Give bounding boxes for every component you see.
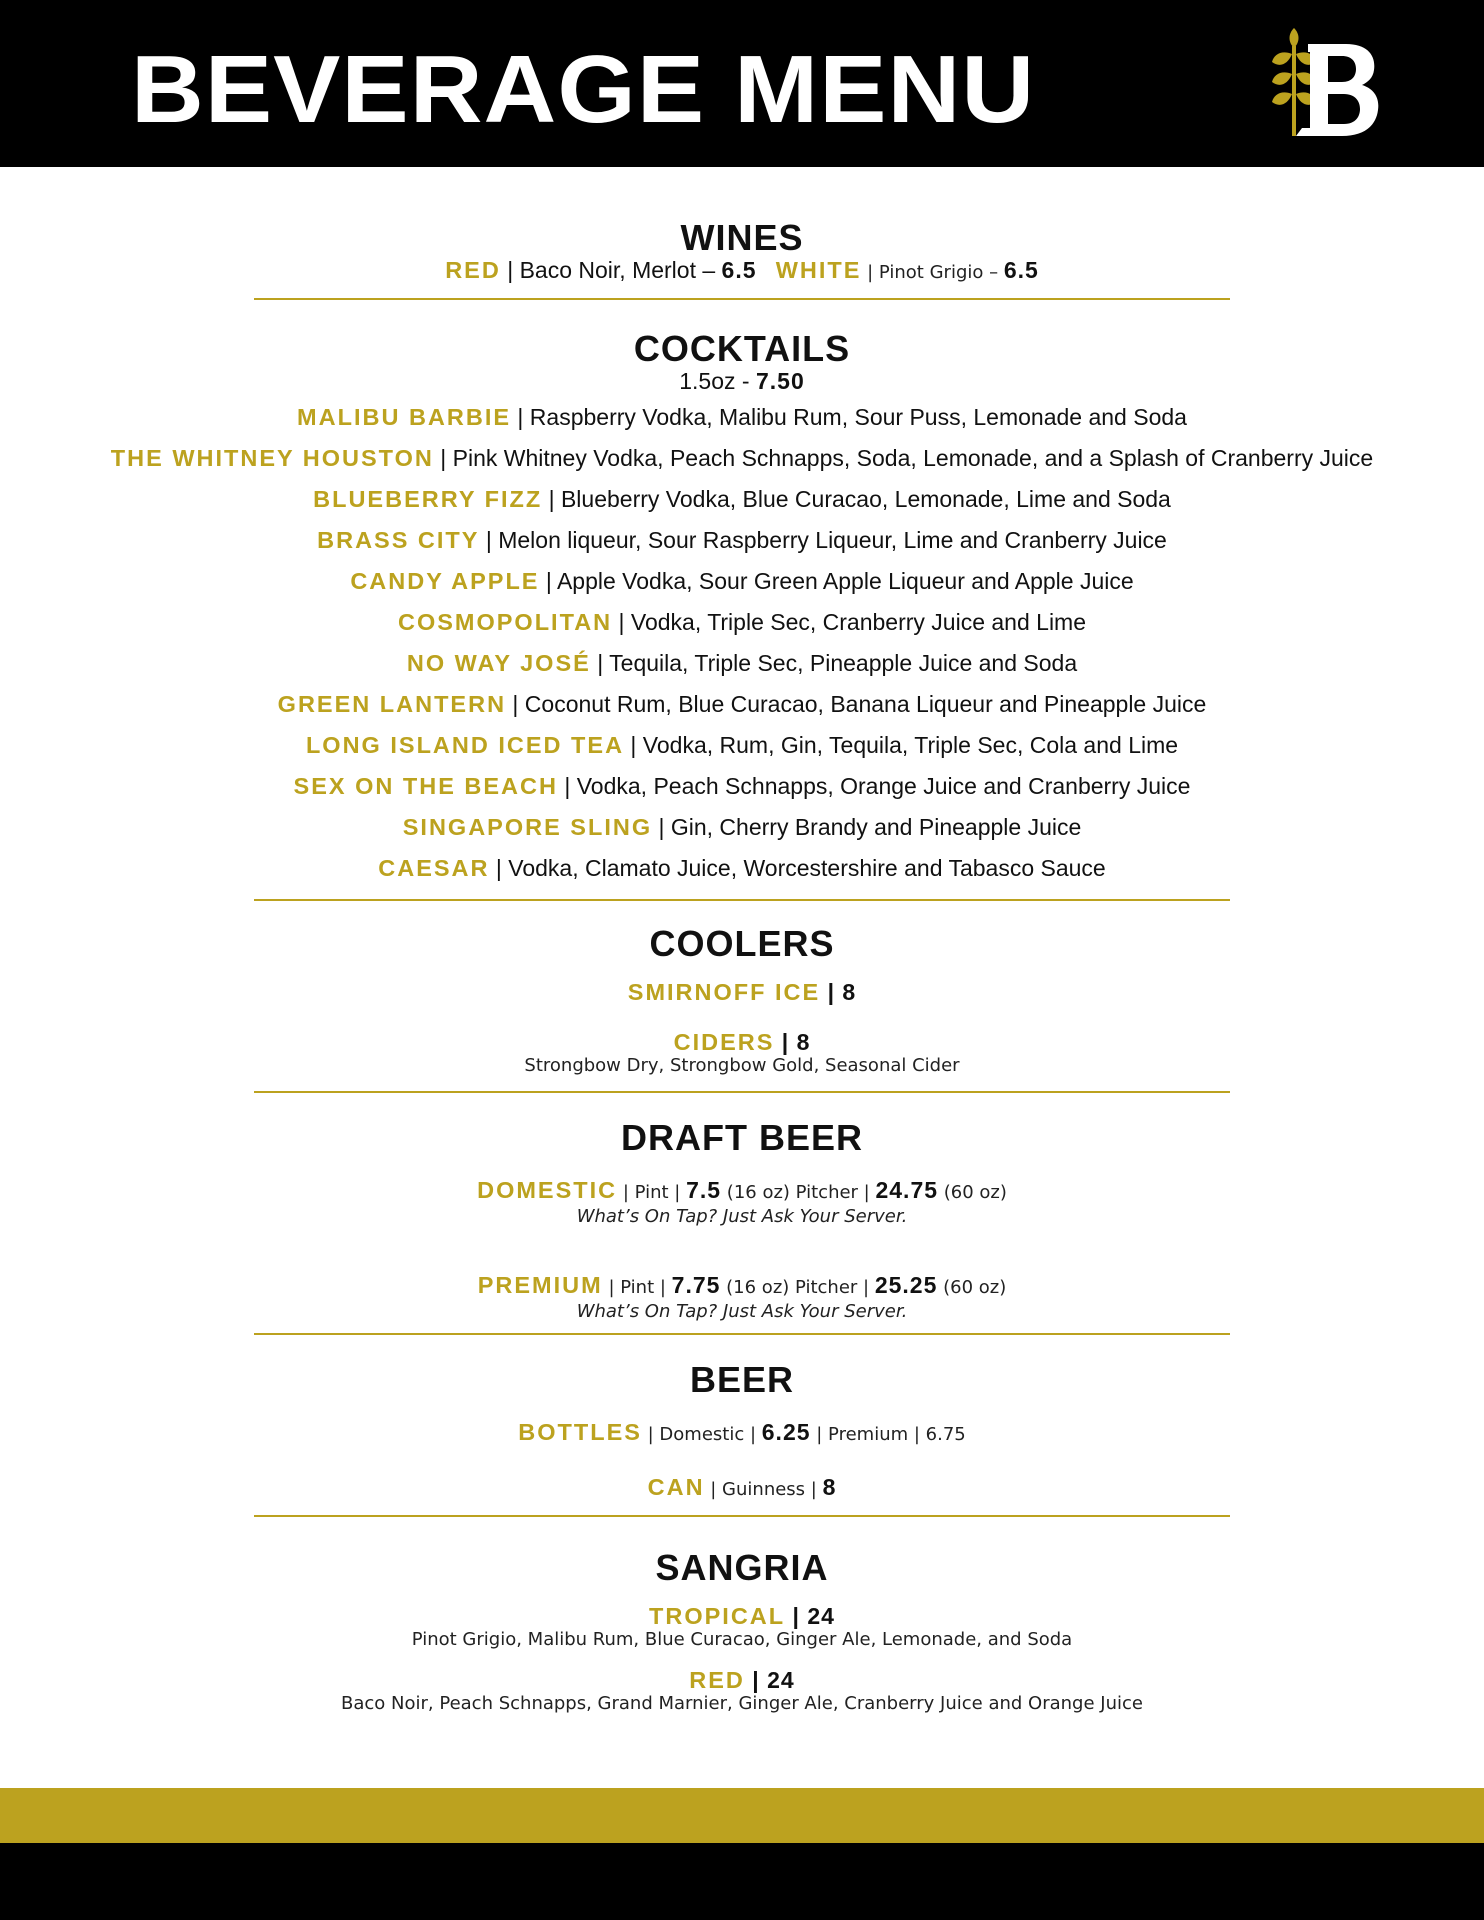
wheat-b-logo-icon [1268, 24, 1388, 144]
draft-premium-pitcher-size: (60 oz) [937, 1277, 1007, 1298]
cocktail-desc: | Coconut Rum, Blue Curacao, Banana Liqueur and Pineapple Juice [506, 691, 1207, 717]
cocktail-name: THE WHITNEY HOUSTON [110, 445, 434, 471]
draft-domestic-note: What’s On Tap? Just Ask Your Server. [576, 1206, 908, 1227]
sangria-tropical-price: | 24 [785, 1603, 835, 1629]
ciders-desc: Strongbow Dry, Strongbow Gold, Seasonal Cider [524, 1055, 960, 1076]
cocktail-desc: | Raspberry Vodka, Malibu Rum, Sour Puss, Lemonade and Soda [511, 404, 1187, 430]
cocktail-desc: | Pink Whitney Vodka, Peach Schnapps, Soda, Lemonade, and a Splash of Cranberry Juice [433, 445, 1374, 471]
sangria-red-price: | 24 [744, 1667, 795, 1693]
sangria-red-desc: Baco Noir, Peach Schnapps, Grand Marnier, Ginger Ale, Cranberry Juice and Orange Juice [341, 1693, 1143, 1714]
smirnoff-price: | 8 [820, 979, 857, 1005]
beer-bottles-text: | Domestic | [641, 1424, 762, 1445]
draft-domestic-pint-price: 7.5 [686, 1177, 722, 1203]
cocktail-desc: | Vodka, Clamato Juice, Worcestershire and Tabasco Sauce [489, 855, 1106, 881]
beer-can-text: | Guinness | [704, 1479, 823, 1500]
cocktail-name: LONG ISLAND ICED TEA [305, 732, 625, 758]
cocktail-desc: | Apple Vodka, Sour Green Apple Liqueur and Apple Juice [539, 568, 1134, 594]
cocktail-item [0, 732, 1484, 758]
footer-black-band [0, 1843, 1484, 1920]
ciders-price: | 8 [774, 1029, 811, 1055]
cocktail-name: BLUEBERRY FIZZ [313, 486, 543, 512]
draft-premium-pint-price: 7.75 [671, 1272, 721, 1298]
cocktail-list [0, 404, 1484, 881]
beer-can-line [0, 1474, 1484, 1503]
smirnoff-label: SMIRNOFF ICE [627, 979, 821, 1005]
draft-domestic-pint-size: (16 oz) Pitcher | [721, 1182, 876, 1203]
ciders-label: CIDERS [673, 1029, 775, 1055]
cocktail-item [0, 691, 1484, 717]
ciders-line [0, 1029, 1484, 1055]
draft-domestic-pitcher-price: 24.75 [875, 1177, 939, 1203]
cocktail-name: CANDY APPLE [350, 568, 540, 594]
cocktail-name: SINGAPORE SLING [402, 814, 653, 840]
cocktails-size: 1.5oz - [679, 368, 756, 394]
wine-red-desc: | Baco Noir, Merlot – [500, 257, 722, 283]
cocktail-desc: | Melon liqueur, Sour Raspberry Liqueur, Lime and Cranberry Juice [479, 527, 1167, 553]
draft-premium-label: PREMIUM [477, 1272, 603, 1298]
cocktail-item [0, 445, 1484, 471]
sangria-tropical-label: TROPICAL [649, 1603, 786, 1629]
sangria-tropical-line [0, 1603, 1484, 1629]
beer-bottles-premium-text: | Premium | 6.75 [810, 1424, 966, 1445]
footer-gold-band [0, 1788, 1484, 1843]
wines-title: WINES [680, 217, 804, 258]
draft-domestic-pint-text: | Pint | [617, 1182, 687, 1203]
cocktails-title: COCKTAILS [633, 328, 851, 369]
beer-bottles-label: BOTTLES [518, 1419, 642, 1445]
sangria-title: SANGRIA [655, 1547, 829, 1588]
cocktail-item [0, 773, 1484, 799]
draft-domestic-label: DOMESTIC [477, 1177, 618, 1203]
beer-bottles-line [0, 1419, 1484, 1448]
cocktail-item [0, 404, 1484, 430]
cocktail-name: SEX ON THE BEACH [293, 773, 558, 799]
beer-title: BEER [689, 1359, 795, 1400]
cocktail-name: NO WAY JOSÉ [406, 650, 591, 676]
draft-premium-pitcher-price: 25.25 [874, 1272, 938, 1298]
cocktail-name: COSMOPOLITAN [397, 609, 613, 635]
page-title: BEVERAGE MENU [131, 36, 1036, 143]
wines-line [0, 257, 1484, 286]
draft-premium-pint-size: (16 oz) Pitcher | [720, 1277, 875, 1298]
cocktails-price: 7.50 [755, 368, 805, 394]
cocktail-item [0, 855, 1484, 881]
menu-content [0, 167, 1484, 1715]
cocktail-item [0, 568, 1484, 594]
draft-premium-line [0, 1272, 1484, 1301]
draft-premium-note: What’s On Tap? Just Ask Your Server. [576, 1301, 908, 1322]
sangria-red-label: RED [689, 1667, 745, 1693]
cocktail-desc: | Vodka, Peach Schnapps, Orange Juice and Cranberry Juice [557, 773, 1191, 799]
cocktail-desc: | Vodka, Rum, Gin, Tequila, Triple Sec, Cola and Lime [624, 732, 1179, 758]
draft-title: DRAFT BEER [621, 1117, 863, 1158]
draft-domestic-line [0, 1177, 1484, 1206]
wine-red-label: RED [445, 257, 501, 283]
cocktail-name: GREEN LANTERN [277, 691, 507, 717]
cocktail-item [0, 609, 1484, 635]
cocktail-item [0, 527, 1484, 553]
cocktail-desc: | Blueberry Vodka, Blue Curacao, Lemonade, Lime and Soda [542, 486, 1171, 512]
beer-can-label: CAN [647, 1474, 705, 1500]
cocktail-item [0, 814, 1484, 840]
cocktail-desc: | Gin, Cherry Brandy and Pineapple Juice [652, 814, 1082, 840]
sangria-red-line [0, 1667, 1484, 1693]
cocktail-item [0, 650, 1484, 676]
draft-domestic-pitcher-size: (60 oz) [938, 1182, 1007, 1203]
cocktail-desc: | Vodka, Triple Sec, Cranberry Juice and Lime [612, 609, 1087, 635]
cocktail-desc: | Tequila, Triple Sec, Pineapple Juice and Soda [590, 650, 1078, 676]
beer-bottles-domestic-price: 6.25 [761, 1419, 811, 1445]
wine-white-label: WHITE [775, 257, 862, 283]
smirnoff-line [0, 979, 1484, 1005]
sangria-tropical-desc: Pinot Grigio, Malibu Rum, Blue Curacao, Ginger Ale, Lemonade, and Soda [411, 1629, 1073, 1650]
cocktails-size-price [0, 368, 1484, 394]
draft-premium-pint-text: | Pint | [602, 1277, 672, 1298]
cocktail-item [0, 486, 1484, 512]
wine-white-desc: | Pinot Grigio – [861, 262, 1004, 283]
cocktail-name: MALIBU BARBIE [297, 404, 512, 430]
wine-red-price: 6.5 [721, 257, 757, 283]
cocktail-name: CAESAR [378, 855, 490, 881]
wine-white-price: 6.5 [1003, 257, 1039, 283]
header-bar [0, 0, 1484, 167]
beer-can-price: 8 [822, 1474, 837, 1500]
coolers-title: COOLERS [649, 923, 835, 964]
cocktail-name: BRASS CITY [317, 527, 480, 553]
